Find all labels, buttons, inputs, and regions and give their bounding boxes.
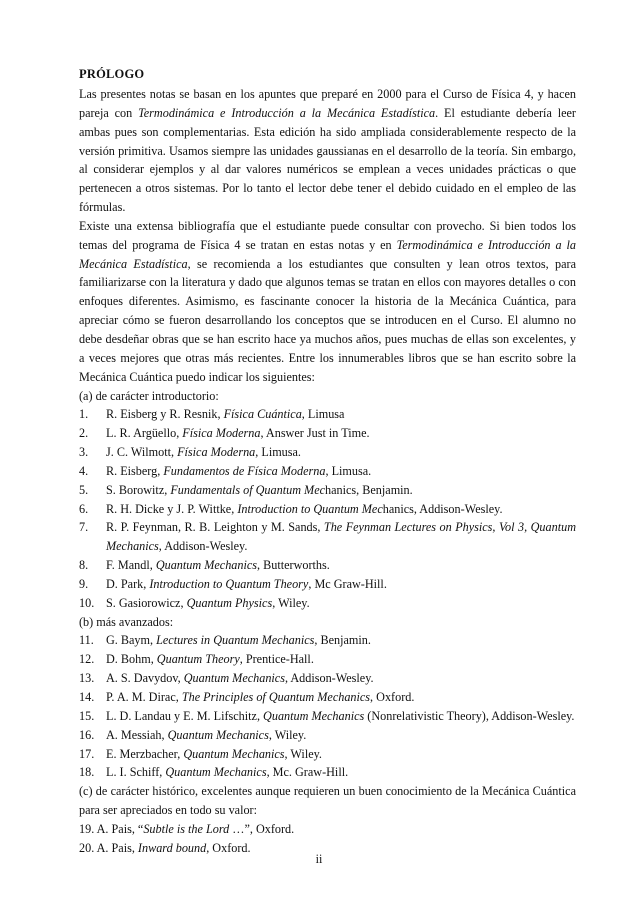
list-item-number: 18. [79, 765, 95, 780]
list-item-text: J. C. Wilmott, Física Moderna, Limusa. [106, 445, 301, 460]
list-item-number: 6. [79, 501, 89, 516]
list-item-text: R. P. Feynman, R. B. Leighton y M. Sands, The Feynman Lectures on Physics, Vol 3, Quantum Mechanics, Addison-Wesley. [106, 520, 576, 554]
bibliography-list-b [79, 631, 576, 782]
list-item-number: 5. [79, 482, 89, 497]
list-item-number: 17. [79, 746, 95, 761]
list-item-text: R. H. Dicke y J. P. Wittke, Introduction to Quantum Mechanics, Addison-Wesley. [106, 501, 503, 516]
list-item-number: 15. [79, 708, 95, 723]
list-item [79, 688, 576, 707]
list-item [79, 669, 576, 688]
list-item [79, 707, 576, 726]
list-item-text: A. S. Davydov, Quantum Mechanics, Addison-Wesley. [106, 671, 374, 686]
list-item [79, 575, 576, 594]
list-item-text: D. Park, Introduction to Quantum Theory, Mc Graw-Hill. [106, 576, 387, 591]
section-b-header: (b) más avanzados: [79, 614, 174, 629]
intro-paragraph-2: Existe una extensa bibliografía que el estudiante puede consultar con provecho. Si bien todos los temas del programa de Física 4 se tratan en estas notas y en Termodinámica e Introducción a la Mecánica Estadística, se recomienda a los estudiantes que consulten y lean otros textos, para familiarizarse con la literatura y dado que algunos temas se tratan en ellos con mayores detalles o con enfoques diferentes. Asimismo, es fascinante conocer la historia de la Mecánica Cuántica, para apreciar cómo se fueron desarrollando los conceptos que se introducen en el Curso. El alumno no debe desdeñar obras que se han escrito hace ya muchos años, pues muchas de ellas son excelentes, y a veces mejores que otras más recientes. Entre los innumerables libros que se han escrito sobre la Mecánica Cuántica puedo indicar los siguientes: [79, 218, 577, 384]
list-item-text: F. Mandl, Quantum Mechanics, Butterworths. [106, 558, 330, 573]
list-item [79, 500, 576, 519]
list-item: 19. A. Pais, “Subtle is the Lord …”, Oxford. [79, 821, 295, 836]
document-page [79, 63, 576, 858]
list-item [79, 631, 576, 650]
list-item-number: 1. [79, 407, 89, 422]
list-item-number: 4. [79, 463, 89, 478]
section-c-header: (c) de carácter histórico, excelentes aunque requieren un buen conocimiento de la Mecánica Cuántica para ser apreciados en todo su valor: [79, 784, 576, 818]
list-item-text: D. Bohm, Quantum Theory, Prentice-Hall. [106, 652, 314, 667]
list-item [79, 556, 576, 575]
list-item-text: G. Baym, Lectures in Quantum Mechanics, Benjamin. [106, 633, 371, 648]
list-item [79, 745, 576, 764]
list-item-number: 16. [79, 727, 95, 742]
page-title: PRÓLOGO [79, 67, 145, 81]
list-item-number: 7. [79, 520, 89, 535]
list-item-text: A. Messiah, Quantum Mechanics, Wiley. [106, 727, 307, 742]
list-item-number: 9. [79, 576, 89, 591]
list-item-text: S. Borowitz, Fundamentals of Quantum Mechanics, Benjamin. [106, 482, 413, 497]
list-item-number: 12. [79, 652, 95, 667]
list-item [79, 726, 576, 745]
list-item [79, 405, 576, 424]
list-item [79, 481, 576, 500]
list-item-number: 13. [79, 671, 95, 686]
list-item [79, 518, 576, 556]
section-a-header: (a) de carácter introductorio: [79, 388, 219, 403]
list-item-text: E. Merzbacher, Quantum Mechanics, Wiley. [106, 746, 322, 761]
list-item-text: L. D. Landau y E. M. Lifschitz, Quantum Mechanics (Nonrelativistic Theory), Addison-Wesley. [106, 708, 575, 723]
list-item-text: L. R. Argüello, Física Moderna, Answer Just in Time. [106, 426, 370, 441]
list-item [79, 462, 576, 481]
list-item [79, 650, 576, 669]
list-item-number: 11. [79, 633, 94, 648]
list-item [79, 443, 576, 462]
list-item-number: 2. [79, 426, 89, 441]
list-item-text: S. Gasiorowicz, Quantum Physics, Wiley. [106, 595, 310, 610]
intro-paragraph-1: Las presentes notas se basan en los apuntes que preparé en 2000 para el Curso de Física 4, y hacen pareja con Termodinámica e Introducción a la Mecánica Estadística. El estudiante debería leer ambas pues son complementarias. Esta edición ha sido ampliada considerablemente respecto de la versión primitiva. Usamos siempre las unidades gaussianas en el desarrollo de la teoría. Sin embargo, al considerar ejemplos y al dar valores numéricos se emplean a veces unidades prácticas o que pertenecen a otros sistemas. Por lo tanto el lector debe tener el debido cuidado en el empleo de las fórmulas. [79, 87, 576, 215]
list-item-text: P. A. M. Dirac, The Principles of Quantum Mechanics, Oxford. [106, 690, 415, 704]
list-item-text: L. I. Schiff, Quantum Mechanics, Mc. Graw-Hill. [106, 765, 349, 780]
list-item: 20. A. Pais, Inward bound, Oxford. [79, 840, 251, 855]
bibliography-list-a [79, 405, 576, 612]
list-item-number: 14. [79, 690, 95, 704]
list-item [79, 594, 576, 613]
list-item-number: 3. [79, 445, 89, 460]
list-item [79, 763, 576, 782]
list-item [79, 424, 576, 443]
page-number: ii [315, 852, 323, 866]
list-item-number: 10. [79, 595, 95, 610]
list-item-text: R. Eisberg y R. Resnik, Física Cuántica, Limusa [106, 407, 345, 422]
list-item-number: 8. [79, 558, 89, 573]
list-item-text: R. Eisberg, Fundamentos de Física Moderna, Limusa. [106, 463, 372, 478]
